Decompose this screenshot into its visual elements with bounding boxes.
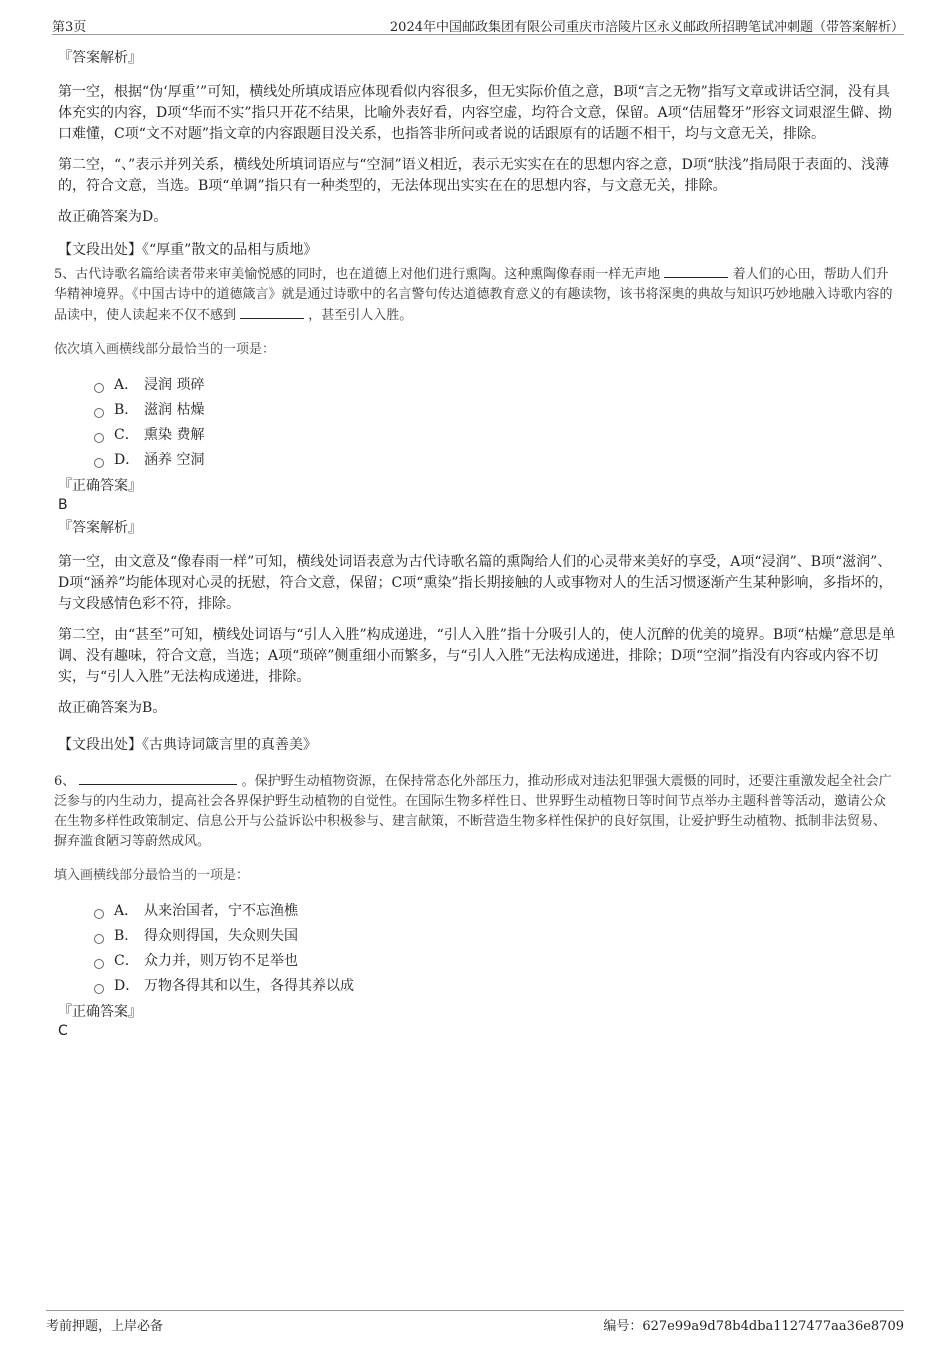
q4-analysis-label: 『答案解析』 bbox=[58, 50, 142, 66]
q4-analysis-para-3: 故正确答案为D。 bbox=[58, 209, 168, 225]
q6-text: 。保护野生动植物资源，在保持常态化外部压力，推动形成对违法犯罪强大震慑的同时，还要注重激发起全社会广泛参与的内生动力，提高社会各界保护野生动植物的自觉性。在国际生物多样性日、世界野生动植物日等时间节点举办主题科普等活动，邀请公众在生物多样性政策制定、信息公开与公益诉讼中积极参与、建言献策，不断营造生物多样性保护的良好氛围，让爱护野生动植物、抵制非法贸易、摒弃滥食陋习等蔚然成风。 bbox=[54, 774, 892, 849]
q5-analysis-label: 『答案解析』 bbox=[58, 520, 142, 536]
q5-analysis-para-2: 第二空，由“甚至”可知，横线处词语与“引人入胜”构成递进，“引人入胜”指十分吸引人的，使人沉醉的优美的境界。B项“枯燥”意思是单调、没有趣味，符合文意，当选；A项“琐碎”侧重细小而繁多，与“引人入胜”无法构成递进，排除；D项“空洞”指没有内容或内容不切实，与“引人入胜”无法构成递进，排除。 bbox=[58, 627, 896, 685]
option-text: 众力并，则万钧不足举也 bbox=[144, 952, 298, 969]
option-text: 万物各得其和以生，各得其养以成 bbox=[144, 977, 354, 994]
q5-text-part-2: 着人们的心田，帮助人们升华精神境界。《中国古诗中的道德箴言》就是通过诗歌中的名言警句传达道德教育意义的有趣读物，该书将深奥的典故与知识巧妙地融入诗歌内容的品读中，使人读起来不仅不感到 bbox=[54, 267, 893, 323]
radio-icon[interactable] bbox=[94, 408, 104, 418]
q5-answer: B bbox=[58, 497, 68, 513]
option-text: 浸润 琐碎 bbox=[144, 376, 205, 393]
q6-option-a[interactable] bbox=[94, 898, 898, 923]
option-letter: C． bbox=[114, 952, 139, 969]
radio-icon[interactable] bbox=[94, 458, 104, 468]
radio-icon[interactable] bbox=[94, 984, 104, 994]
option-text: 滋润 枯燥 bbox=[144, 401, 205, 418]
q5-text-part-1: 5、古代诗歌名篇给读者带来审美愉悦感的同时，也在道德上对他们进行熏陶。这种熏陶像春雨一样无声地 bbox=[54, 267, 661, 282]
option-letter: D． bbox=[114, 977, 140, 994]
q5-analysis-para-3: 故正确答案为B。 bbox=[58, 700, 167, 716]
q5-text-part-3: ，甚至引人入胜。 bbox=[308, 308, 413, 323]
q6-question bbox=[54, 771, 898, 852]
radio-icon[interactable] bbox=[94, 909, 104, 919]
q4-analysis-para-1: 第一空，根据“伪‘厚重’”可知，横线处所填成语应体现看似内容很多，但无实际价值之意，B项“言之无物”指写文章或讲话空洞，没有具体充实的内容，D项“华而不实”指只开花不结果，比喻外表好看，内容空虚，均符合文意，保留。A项“佶屈聱牙”形容文词艰涩生僻、拗口难懂，C项“文不对题”指文章的内容跟题目没关系，也指答非所问或者说的话跟原有的话题不相干，均与文意无关，排除。 bbox=[58, 84, 892, 142]
option-text: 得众则得国，失众则失国 bbox=[144, 927, 298, 944]
q6-prompt: 填入画横线部分最恰当的一项是： bbox=[54, 868, 250, 883]
q6-correct-label: 『正确答案』 bbox=[58, 1004, 142, 1020]
q5-option-a[interactable] bbox=[94, 372, 898, 397]
q5-source: 【文段出处】《古典诗词箴言里的真善美》 bbox=[58, 737, 317, 753]
footer-slogan: 考前押题，上岸必备 bbox=[46, 1319, 164, 1334]
q6-options bbox=[94, 898, 898, 998]
q5-blank-2 bbox=[240, 305, 304, 319]
page-header bbox=[52, 14, 904, 35]
q6-blank bbox=[79, 771, 237, 785]
option-letter: A． bbox=[114, 902, 139, 919]
q5-blank-1 bbox=[664, 264, 728, 278]
document-id: 编号：627e99a9d78b4dba1127477aa36e8709 bbox=[603, 1319, 904, 1334]
q5-analysis-para-1: 第一空，由文意及“像春雨一样”可知，横线处词语表意为古代诗歌名篇的熏陶给人们的心灵带来美好的享受，A项“浸润”、B项“滋润”、D项“涵养”均能体现对心灵的抚慰，符合文意，保留；C项“熏染”指长期接触的人或事物对人的生活习惯逐渐产生某种影响，多指坏的，与文段感情色彩不符，排除。 bbox=[58, 554, 893, 612]
q5-options bbox=[94, 372, 898, 472]
q4-analysis-para-2: 第二空，“、”表示并列关系，横线处所填词语应与“空洞”语义相近，表示无实实在在的思想内容之意，D项“肤浅”指局限于表面的、浅薄的，符合文意，当选。B项“单调”指只有一种类型的，无法体现出实实在在的思想内容，与文意无关，排除。 bbox=[58, 157, 890, 194]
q6-number: 6、 bbox=[54, 774, 76, 789]
option-letter: C． bbox=[114, 426, 139, 443]
option-letter: B． bbox=[114, 401, 139, 418]
q6-option-d[interactable] bbox=[94, 973, 898, 998]
page-content bbox=[54, 44, 898, 1040]
page-footer bbox=[46, 1310, 904, 1341]
option-letter: D． bbox=[114, 451, 140, 468]
option-text: 涵养 空洞 bbox=[144, 451, 205, 468]
radio-icon[interactable] bbox=[94, 959, 104, 969]
radio-icon[interactable] bbox=[94, 433, 104, 443]
q5-prompt: 依次填入画横线部分最恰当的一项是： bbox=[54, 342, 276, 357]
radio-icon[interactable] bbox=[94, 934, 104, 944]
option-text: 从来治国者，宁不忘渔樵 bbox=[144, 902, 298, 919]
q5-question bbox=[54, 264, 898, 326]
option-letter: A． bbox=[114, 376, 139, 393]
radio-icon[interactable] bbox=[94, 383, 104, 393]
q5-option-d[interactable] bbox=[94, 447, 898, 472]
q6-option-c[interactable] bbox=[94, 948, 898, 973]
option-text: 熏染 费解 bbox=[144, 426, 205, 443]
document-title: 2024年中国邮政集团有限公司重庆市涪陵片区永义邮政所招聘笔试冲刺题（带答案解析） bbox=[389, 20, 904, 35]
q5-correct-label: 『正确答案』 bbox=[58, 478, 142, 494]
q4-source: 【文段出处】《“厚重”散文的品相与质地》 bbox=[58, 242, 318, 258]
q6-option-b[interactable] bbox=[94, 923, 898, 948]
option-letter: B． bbox=[114, 927, 139, 944]
page-number: 第3页 bbox=[52, 20, 87, 35]
q5-option-c[interactable] bbox=[94, 422, 898, 447]
q6-answer: C bbox=[58, 1023, 68, 1039]
q5-option-b[interactable] bbox=[94, 397, 898, 422]
